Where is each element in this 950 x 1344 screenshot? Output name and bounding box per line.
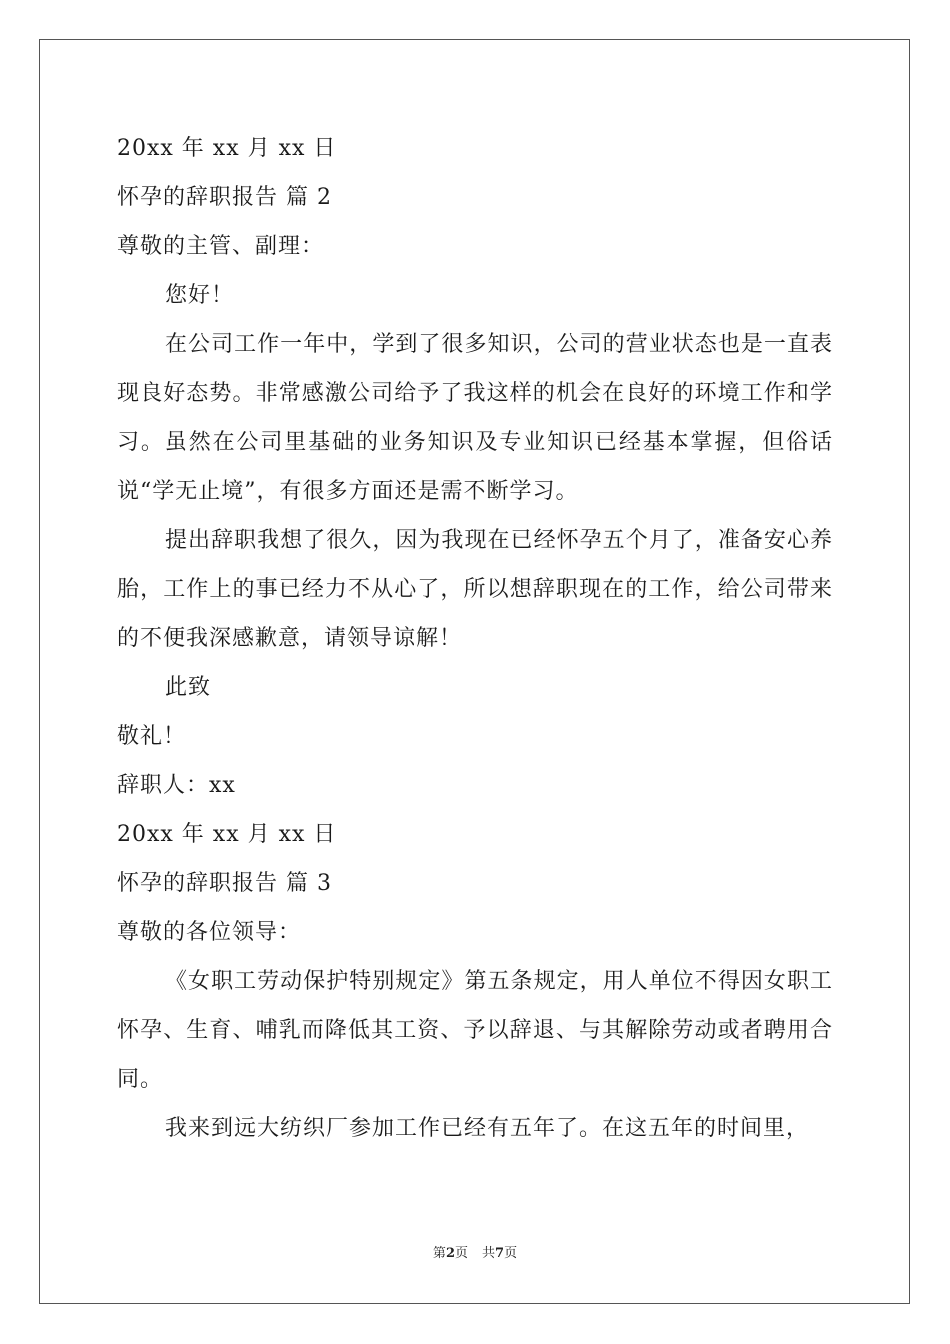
- page-footer: [0, 1245, 950, 1263]
- total-pages: 7: [495, 1246, 505, 1261]
- total-prefix: 共: [482, 1246, 496, 1261]
- section-heading: 怀孕的辞职报告 篇 2: [117, 185, 332, 210]
- page-prefix: 第: [432, 1246, 446, 1261]
- section-heading: 怀孕的辞职报告 篇 3: [117, 871, 332, 896]
- page-suffix: 页: [454, 1246, 468, 1261]
- page-number: 2: [445, 1246, 455, 1261]
- closing-salute: 敬礼！: [117, 724, 187, 749]
- paragraph: 在公司工作一年中，学到了很多知识，公司的营业状态也是一直表现良好态势。非常感激公司给予了我这样的机会在良好的环境工作和学习。虽然在公司里基础的业务知识及专业知识已经基本掌握，但俗话说“学无止境”，有很多方面还是需不断学习。: [117, 332, 833, 504]
- salutation: 尊敬的各位领导：: [117, 920, 302, 945]
- date-line: 20xx 年 xx 月 xx 日: [117, 136, 337, 161]
- paragraph: 我来到远大纺织厂参加工作已经有五年了。在这五年的时间里，: [165, 1116, 810, 1141]
- closing-phrase: 此致: [165, 675, 212, 700]
- document-body: [117, 124, 833, 1153]
- date-line: 20xx 年 xx 月 xx 日: [117, 822, 337, 847]
- paragraph: 《女职工劳动保护特别规定》第五条规定，用人单位不得因女职工怀孕、生育、哺乳而降低其工资、予以辞退、与其解除劳动或者聘用合同。: [117, 969, 833, 1092]
- total-suffix: 页: [504, 1246, 518, 1261]
- paragraph: 提出辞职我想了很久，因为我现在已经怀孕五个月了，准备安心养胎，工作上的事已经力不从心了，所以想辞职现在的工作，给公司带来的不便我深感歉意，请领导谅解！: [117, 528, 833, 651]
- signature-line: 辞职人：xx: [117, 773, 236, 798]
- greeting: 您好！: [165, 283, 235, 308]
- salutation: 尊敬的主管、副理：: [117, 234, 325, 259]
